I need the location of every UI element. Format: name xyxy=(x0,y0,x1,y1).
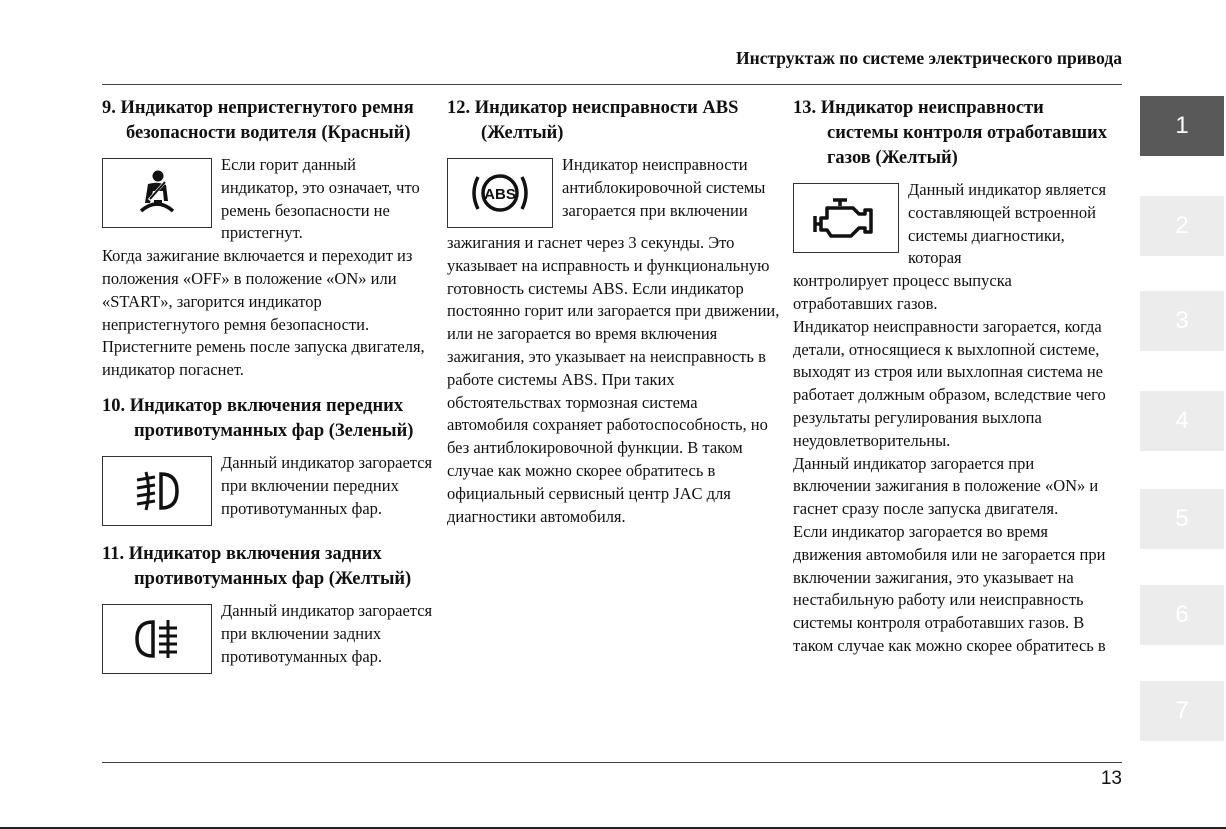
section-13-paragraph-3: Данный индикатор загорается при включении зажигания в положение «ON» и гаснет сразу после запуска двигателя. xyxy=(793,453,1099,519)
rear-fog-light-icon xyxy=(102,604,212,674)
front-fog-light-icon xyxy=(102,456,212,526)
abs-icon-label: ABS xyxy=(484,186,516,203)
column-3 xyxy=(793,96,1111,658)
seatbelt-warning-icon-graphic xyxy=(131,167,183,219)
page-header-title: Инструктаж по системе электрического привода xyxy=(736,48,1122,68)
chapter-tab-2[interactable]: 2 xyxy=(1140,196,1224,256)
section-9-paragraph-1: Когда зажигание включается и переходит из положения «OFF» в положение «ON» или «START», загорится индикатор непристегнутого ремня безопасности. xyxy=(102,246,413,334)
section-12-paragraph: зажигания и гаснет через 3 секунды. Это указывает на исправность и функциональную готовность системы ABS. Если индикатор постоянно горит или загорается при движении, или не загорается во время включения зажигания, это указывает на неисправность в работе системы ABS. При таких обстоятельствах тормозная система автомобиля сохраняет работоспособность, но без антиблокировочной функции. В таком случае как можно скорее обратитесь в официальный сервисный центр JAC для диагностики автомобиля. xyxy=(447,233,780,526)
section-13-text-beside: Данный индикатор является составляющей встроенной системы диагностики, которая xyxy=(908,180,1107,268)
section-11-text-beside: Данный индикатор загорается при включении задних противотуманных фар. xyxy=(221,600,433,666)
seatbelt-warning-icon xyxy=(102,158,212,228)
chapter-tab-6[interactable]: 6 xyxy=(1140,585,1224,645)
header-divider xyxy=(102,84,1122,85)
column-1 xyxy=(102,96,434,678)
section-10-text-beside: Данный индикатор загорается при включении передних противотуманных фар. xyxy=(221,452,433,518)
chapter-tab-3[interactable]: 3 xyxy=(1140,291,1224,351)
chapter-tab-1[interactable]: 1 xyxy=(1140,96,1224,156)
section-12-heading: 12. Индикатор неисправности ABS (Желтый) xyxy=(447,98,739,143)
section-13-paragraph-1: контролирует процесс выпуска отработавших газов. xyxy=(793,271,1012,313)
front-fog-light-icon-graphic xyxy=(131,468,183,514)
column-2 xyxy=(447,96,781,528)
section-13-paragraph-4: Если индикатор загорается во время движения автомобиля или не загорается при включении зажигания, это указывает на нестабильную работу или неисправность системы контроля отработавших газов. В таком случае как можно скорее обратитесь в xyxy=(793,521,1106,655)
chapter-tab-7[interactable]: 7 xyxy=(1140,681,1224,741)
rear-fog-light-icon-graphic xyxy=(131,616,183,662)
section-13-heading: 13. Индикатор неисправности системы контроля отработавших газов (Желтый) xyxy=(793,98,1107,168)
chapter-tab-4[interactable]: 4 xyxy=(1140,391,1224,451)
abs-warning-icon-graphic xyxy=(468,167,532,219)
chapter-tab-5[interactable]: 5 xyxy=(1140,489,1224,549)
section-9-text-beside: Если горит данный индикатор, это означает, что ремень безопасности не пристегнут. xyxy=(221,155,420,243)
abs-warning-icon xyxy=(447,158,553,228)
section-9-paragraph-2: Пристегните ремень после запуска двигателя, индикатор погаснет. xyxy=(102,337,425,380)
section-10-heading: 10. Индикатор включения передних противотуманных фар (Зеленый) xyxy=(102,395,414,441)
page-number: 13 xyxy=(1100,768,1122,789)
section-12-text-beside: Индикатор неисправности антиблокировочной системы загорается при включении xyxy=(562,155,766,220)
footer-divider xyxy=(102,762,1122,763)
section-11-heading: 11. Индикатор включения задних противотуманных фар (Желтый) xyxy=(102,543,412,589)
section-9-heading: 9. Индикатор непристегнутого ремня безопасности водителя (Красный) xyxy=(102,98,414,143)
section-13-paragraph-2: Индикатор неисправности загорается, когда детали, относящиеся к выхлопной системе, выходят из строя или выхлопная система не работает должным образом, вследствие чего результаты регулирования выхлопа неудовлетворительны. xyxy=(793,316,1106,450)
check-engine-icon xyxy=(793,183,899,253)
check-engine-icon-graphic xyxy=(813,196,879,240)
